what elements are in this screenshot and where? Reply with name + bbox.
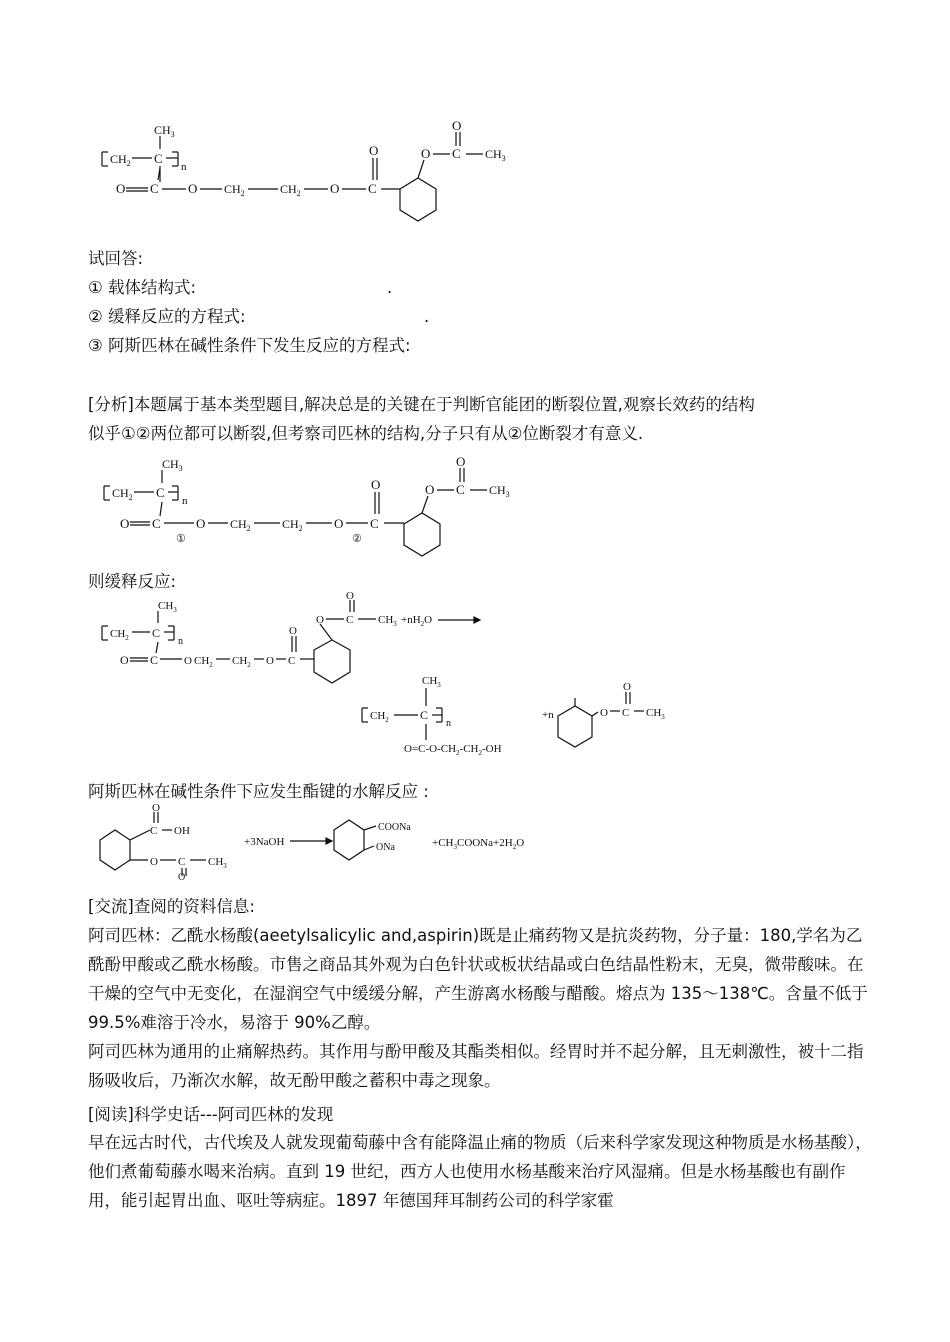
question-2: ② 缓释反应的方程式: <box>88 307 246 326</box>
svg-text:C: C <box>622 707 630 719</box>
svg-text:+nH2O: $+nH_2O$ <box>401 614 433 628</box>
question-2-end: . <box>424 307 430 326</box>
polymer-drug-structure <box>88 118 508 223</box>
svg-text:CH3: $CH_3$ <box>422 675 441 689</box>
svg-text:COONa: COONa <box>378 822 411 833</box>
svg-text:CH3: $CH_3$ <box>158 600 177 614</box>
cleavage-structure <box>92 454 522 563</box>
svg-text:CH2: $CH_2$ <box>230 517 251 533</box>
svg-text:①: ① <box>176 533 186 545</box>
svg-text:+3NaOH: +3NaOH <box>244 836 285 848</box>
exchange-heading: [交流]查阅的资料信息: <box>88 897 255 916</box>
reading-heading: [阅读]科学史话---阿司匹林的发现 <box>88 1105 334 1124</box>
svg-text:CH2: $CH_2$ <box>110 152 131 168</box>
svg-text:C: C <box>420 708 429 722</box>
svg-text:CH3: $CH_3$ <box>208 856 227 870</box>
svg-text:C: C <box>288 655 296 667</box>
svg-text:CH3: $CH_3$ <box>162 457 183 473</box>
svg-text:C: C <box>150 825 158 837</box>
svg-text:O: O <box>188 181 198 196</box>
svg-text:C: C <box>152 626 161 640</box>
svg-text:C: C <box>346 614 354 626</box>
question-1-end: . <box>387 278 393 297</box>
svg-text:C: C <box>152 516 161 531</box>
svg-text:O: O <box>452 118 462 133</box>
reading-paragraph-1: 早在远古时代，古代埃及人就发现葡萄藤中含有能降温止痛的物质（后来科学家发现这种物质是水杨基酸），他们煮葡萄藤水喝来治病。直到 19 世纪，西方人也使用水杨基酸来治疗风湿痛。但是水杨基酸也有副作用，能引起胃出血、呕吐等病症。1897 年德国拜耳制药公司的科学家霍 <box>88 1133 872 1210</box>
svg-text:O: O <box>184 655 192 667</box>
reading-body <box>88 1128 878 1215</box>
exchange-paragraph-2: 阿司匹林为通用的止痛解热药。其作用与酚甲酸及其酯类相似。经胃时并不起分解，且无刺激性，被十二指肠吸收后，乃渐次水解，故无酚甲酸之蓄积中毒之现象。 <box>88 1042 864 1090</box>
svg-text:CH2: $CH_2$ <box>232 655 251 669</box>
svg-text:O: O <box>371 477 381 492</box>
svg-text:O: O <box>120 653 129 667</box>
svg-text:C: C <box>370 516 379 531</box>
svg-text:O: O <box>369 143 379 158</box>
svg-text:O: O <box>266 655 274 667</box>
svg-text:CH3: $CH_3$ <box>485 147 506 163</box>
svg-text:O: O <box>456 454 466 469</box>
svg-text:O: O <box>152 802 160 814</box>
svg-text:C: C <box>452 146 461 161</box>
svg-text:n: n <box>178 636 183 647</box>
svg-text:C: C <box>178 856 186 868</box>
svg-text:O: O <box>334 516 344 531</box>
analysis-line-1: [分析]本题属于基本类型题目,解决总是的关键在于判断官能团的断裂位置,观察长效药的结构 <box>88 395 755 414</box>
svg-text:C: C <box>456 482 465 497</box>
svg-text:CH2: $CH_2$ <box>194 655 213 669</box>
release-reaction <box>92 590 672 763</box>
svg-text:②: ② <box>352 533 362 545</box>
svg-text:O: O <box>346 590 354 602</box>
svg-text:CH2: $CH_2$ <box>370 710 389 724</box>
question-1: ① 载体结构式: <box>88 278 197 297</box>
svg-text:CH3: $CH_3$ <box>646 707 665 721</box>
question-3: ③ 阿斯匹林在碱性条件下发生反应的方程式: <box>88 336 411 355</box>
svg-text:CH3: $CH_3$ <box>154 123 175 139</box>
svg-text:CH2: $CH_2$ <box>280 182 301 198</box>
svg-text:O: O <box>150 856 158 868</box>
hydrolysis-reaction <box>98 802 558 883</box>
svg-text:OH: OH <box>174 825 190 837</box>
svg-text:O=C-O-CH2-CH2-OH: $O=C-O-CH_2-CH_2-OH$ <box>404 743 502 757</box>
svg-text:O: O <box>289 625 297 637</box>
svg-text:ONa: ONa <box>376 842 395 853</box>
svg-text:O: O <box>421 146 431 161</box>
svg-text:O: O <box>425 482 435 497</box>
svg-text:CH2: $CH_2$ <box>112 486 133 502</box>
svg-text:C: C <box>150 181 159 196</box>
svg-text:n: n <box>181 161 187 173</box>
svg-text:O: O <box>600 707 608 719</box>
svg-text:C: C <box>154 151 163 166</box>
svg-text:O: O <box>196 516 206 531</box>
svg-text:+n: +n <box>542 709 554 721</box>
svg-text:O: O <box>116 181 126 196</box>
svg-text:O: O <box>623 681 631 693</box>
svg-text:C: C <box>368 181 377 196</box>
hydrolysis-label: 阿斯匹林在碱性条件下应发生酯键的水解反应 : <box>88 782 429 801</box>
svg-text:CH3: $CH_3$ <box>489 483 510 499</box>
svg-text:C: C <box>156 485 165 500</box>
svg-text:CH2: $CH_2$ <box>224 182 245 198</box>
analysis-line-2: 似乎①②两位都可以断裂,但考察司匹林的结构,分子只有从②位断裂才有意义. <box>88 424 644 443</box>
exchange-body <box>88 921 878 1095</box>
svg-text:n: n <box>446 718 451 729</box>
svg-text:O: O <box>316 614 324 626</box>
svg-text:O: O <box>330 181 340 196</box>
release-label: 则缓释反应: <box>88 572 177 591</box>
svg-text:n: n <box>182 495 188 507</box>
svg-text:CH2: $CH_2$ <box>282 517 303 533</box>
svg-text:O: O <box>120 516 130 531</box>
exchange-paragraph-1: 阿司匹林：乙酰水杨酸(aeetylsalicylic and,aspirin)既是止痛药物又是抗炎药物，分子量：180,学名为乙酰酚甲酸或乙酰水杨酸。市售之商品其外观为白色针状或板状结晶或白色结晶性粉末，无臭，微带酸味。在干燥的空气中无变化，在湿润空气中缓缓分解，产生游离水杨酸与醋酸。熔点为 135～138℃。含量不低于 99.5%难溶于冷水，易溶于 90%乙醇。 <box>88 926 868 1032</box>
question-prompt: 试回答: <box>88 249 144 268</box>
svg-text:C: C <box>150 653 159 667</box>
svg-text:O: O <box>178 872 186 883</box>
svg-text:CH3: $CH_3$ <box>378 614 397 628</box>
svg-text:+CH3COONa+2H2O: $+CH_3COONa+2H_2O$ <box>432 837 525 851</box>
svg-text:CH2: $CH_2$ <box>110 628 129 642</box>
